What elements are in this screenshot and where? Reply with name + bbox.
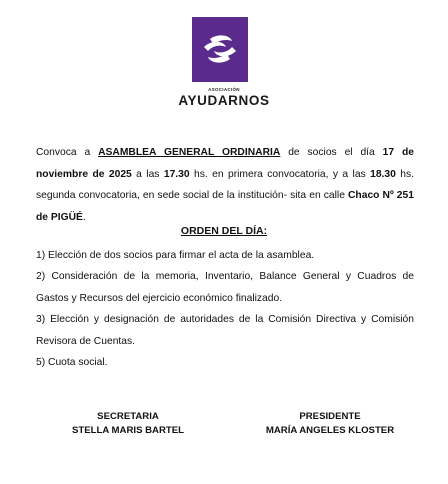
convocation-paragraph: Convoca a ASAMBLEA GENERAL ORDINARIA de socios el día 17 de noviembre de 2025 a las 17.30 hs. en primera convocatoria, y a las 18.30 hs. segunda convocatoria, en sede social de la institución- sita en calle Chaco Nº 251 de PIGÜÉ. <box>36 147 414 223</box>
agenda-item: 1) Elección de dos socios para firmar el acta de la asamblea. <box>36 250 315 261</box>
signature-name: STELLA MARIS BARTEL <box>71 425 185 436</box>
second-call-time: 18.30 <box>370 168 396 180</box>
signature-secretary <box>38 410 218 438</box>
signature-president <box>240 410 420 438</box>
logo-subtitle: ASOCIACIÓN <box>208 87 240 92</box>
assembly-date: 17 de noviembre de 2025 <box>36 147 414 180</box>
agenda-heading: ORDEN DEL DÍA: <box>180 225 268 237</box>
logo-name: AYUDARNOS <box>178 93 270 108</box>
venue-address: Chaco Nº 251 de PIGÜÉ <box>36 190 414 223</box>
agenda-item: 5) Cuota social. <box>36 357 108 368</box>
signature-name: MARÍA ANGELES KLOSTER <box>265 425 395 436</box>
signature-role: SECRETARIA <box>97 411 159 422</box>
ayudarnos-logo-icon <box>192 17 248 82</box>
assembly-title: ASAMBLEA GENERAL ORDINARIA <box>98 147 281 158</box>
first-call-time: 17.30 <box>163 168 190 180</box>
agenda-item: 2) Consideración de la memoria, Inventario, Balance General y Cuadros de Gastos y Recursos del ejercicio económico finalizado. <box>36 271 414 304</box>
signature-role: PRESIDENTE <box>299 411 361 422</box>
agenda-item: 3) Elección y designación de autoridades de la Comisión Directiva y Comisión Revisora de Cuentas. <box>36 314 414 347</box>
